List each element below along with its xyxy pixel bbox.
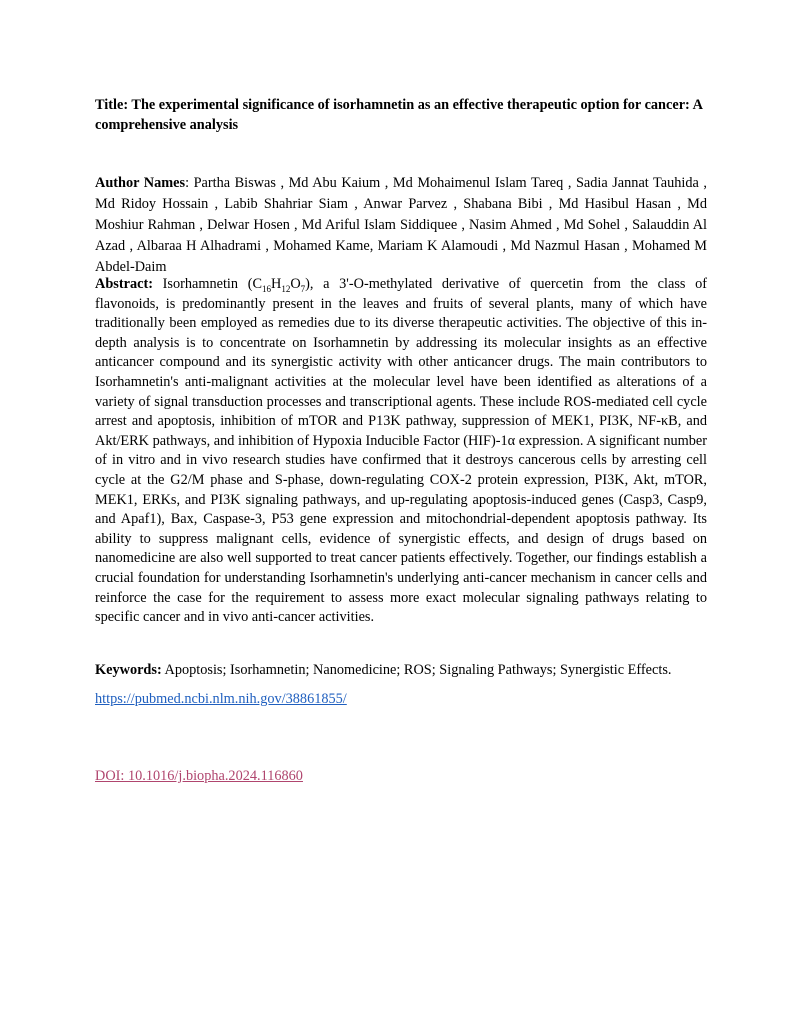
keywords-text: Apoptosis; Isorhamnetin; Nanomedicine; ROS; Signaling Pathways; Synergistic Effects. (161, 662, 672, 678)
pubmed-link[interactable]: https://pubmed.ncbi.nlm.nih.gov/38861855/ (95, 691, 347, 707)
abstract-lead: Isorhamnetin (C (152, 276, 263, 292)
authors-label: Author Names (95, 175, 186, 191)
keywords-line (95, 660, 707, 680)
formula-o-subscript: 7 (300, 283, 306, 294)
author-list (95, 173, 707, 278)
title-text: Title: The experimental significance of isorhamnetin as an effective therapeutic option for cancer: A comprehensive analysis (95, 97, 703, 133)
doi-link[interactable]: DOI: 10.1016/j.biopha.2024.116860 (95, 768, 303, 784)
abstract-paragraph (95, 275, 707, 628)
pubmed-line (95, 689, 347, 709)
document-title (95, 95, 707, 135)
authors-text: : Partha Biswas , Md Abu Kaium , Md Mohaimenul Islam Tareq , Sadia Jannat Tauhida , Md Ridoy Hossain , Labib Shahriar Siam , Anwar Parvez , Shabana Bibi , Md Hasibul Hasan , Md Moshiur Rahman , Delwar Hosen , Md Ariful Islam Siddiquee , Nasim Ahmed , Md Sohel , Salauddin Al Azad , Albaraa H Alhadrami , Mohamed Kame, Mariam K Alamoudi , Md Nazmul Hasan , Mohamed M Abdel-Daim (95, 175, 708, 275)
formula-o-letter: O (290, 276, 301, 292)
formula-c-subscript: 16 (262, 283, 272, 294)
abstract-body: ), a 3'-O-methylated derivative of quercetin from the class of flavonoids, is predominantly present in the leaves and fruits of several plants, many of which have traditionally been employed as remedies due to its diverse therapeutic activities. The objective of this in-depth analysis is to concentrate on Isorhamnetin by addressing its molecular insights as an effective anticancer compound and its synergistic activity with other anticancer drugs. The main contributors to Isorhamnetin's anti-malignant activities at the molecular level have been identified as alterations of a variety of signal transduction processes and transcriptional agents. These include ROS-mediated cell cycle arrest and apoptosis, inhibition of mTOR and P13K pathway, suppression of MEK1, PI3K, NF-κB, and Akt/ERK pathways, and inhibition of Hypoxia Inducible Factor (HIF)-1α expression. A significant number of in vitro and in vivo research studies have confirmed that it destroys cancerous cells by arresting cell cycle at the G2/M phase and S-phase, down-regulating COX-2 protein expression, PI3K, Akt, mTOR, MEK1, ERKs, and PI3K signaling pathways, and up-regulating apoptosis-induced genes (Casp3, Casp9, and Apaf1), Bax, Caspase-3, P53 gene expression and mitochondrial-dependent apoptosis pathway. Its ability to suppress malignant cells, evidence of synergistic effects, and design of drugs based on nanomedicine are also well supported to treat cancer patients effectively. Together, our findings establish a crucial foundation for understanding Isorhamnetin's underlying anti-cancer mechanism in cancer cells and reinforce the case for the requirement to assess more exact molecular signaling pathways relating to specific cancer and in vivo anti-cancer activities. (95, 276, 708, 626)
abstract-label: Abstract: (95, 276, 153, 292)
doi-line (95, 766, 303, 786)
keywords-label: Keywords: (95, 662, 162, 678)
formula-h-subscript: 12 (281, 283, 291, 294)
formula-h-letter: H (271, 276, 282, 292)
